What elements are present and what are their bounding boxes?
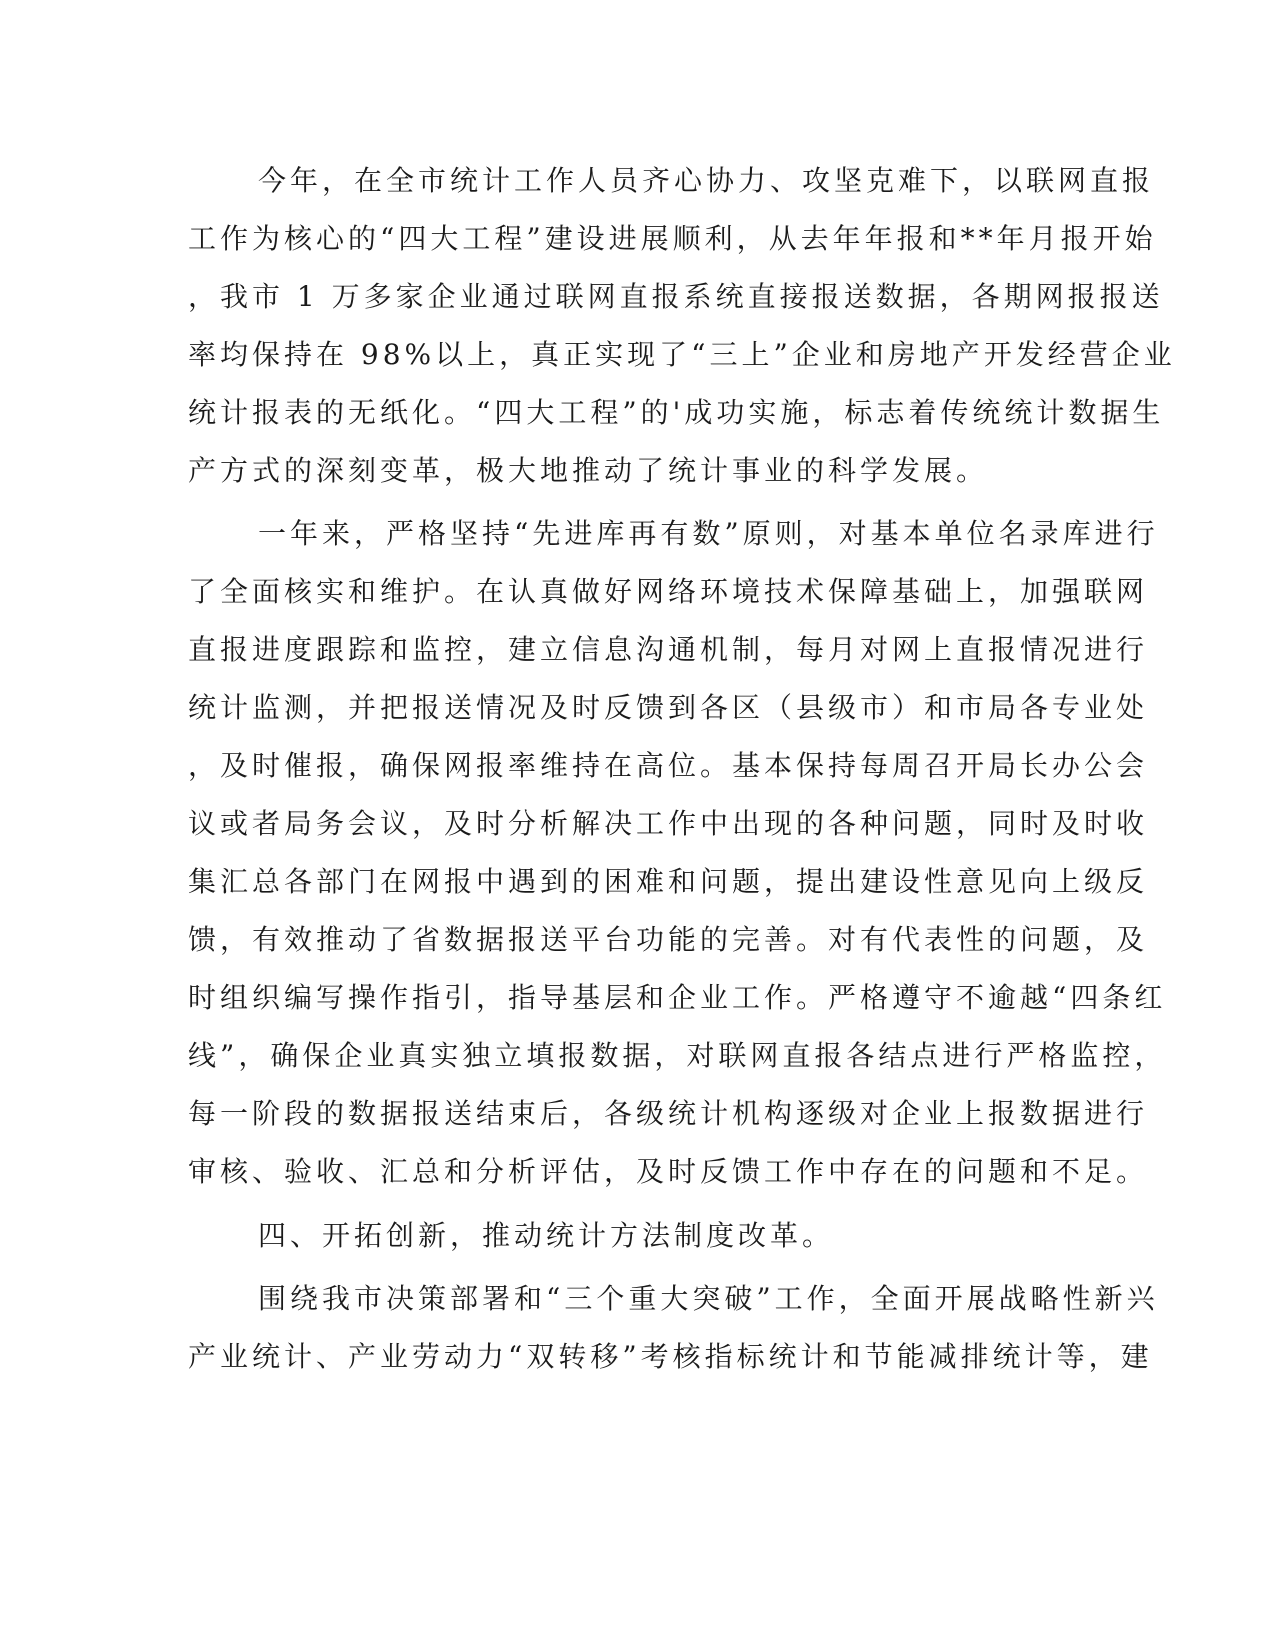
paragraph-line: 直报进度跟踪和监控，建立信息沟通机制，每月对网上直报情况进行 [188, 633, 1149, 666]
paragraph-line: 产方式的深刻变革，极大地推动了统计事业的科学发展。 [188, 454, 989, 487]
paragraph-line: 每一阶段的数据报送结束后，各级统计机构逐级对企业上报数据进行 [188, 1097, 1149, 1130]
paragraph-line: ，及时催报，确保网报率维持在高位。基本保持每周召开局长办公会 [188, 749, 1149, 782]
section-heading: 四、开拓创新，推动统计方法制度改革。 [258, 1219, 835, 1252]
paragraph-line: 审核、验收、汇总和分析评估，及时反馈工作中存在的问题和不足。 [188, 1155, 1149, 1188]
paragraph-line: 统计报表的无纸化。“四大工程”的'成功实施，标志着传统统计数据生 [188, 396, 1165, 429]
paragraph-line: 线”，确保企业真实独立填报数据，对联网直报各结点进行严格监控， [188, 1039, 1167, 1072]
paragraph-line: 率均保持在 98%以上，真正实现了“三上”企业和房地产开发经营企业 [188, 338, 1176, 371]
paragraph-line: 馈，有效推动了省数据报送平台功能的完善。对有代表性的问题，及 [188, 923, 1149, 956]
paragraph-line: 时组织编写操作指引，指导基层和企业工作。严格遵守不逾越“四条红 [188, 981, 1167, 1014]
paragraph-line: 统计监测，并把报送情况及时反馈到各区（县级市）和市局各专业处 [188, 691, 1149, 724]
paragraph-line: 议或者局务会议，及时分析解决工作中出现的各种问题，同时及时收 [188, 807, 1149, 840]
paragraph-line: 了全面核实和维护。在认真做好网络环境技术保障基础上，加强联网 [188, 575, 1149, 608]
paragraph-line: 集汇总各部门在网报中遇到的困难和问题，提出建设性意见向上级反 [188, 865, 1149, 898]
paragraph-line: 一年来，严格坚持“先进库再有数”原则，对基本单位名录库进行 [258, 517, 1159, 550]
paragraph-line: 围绕我市决策部署和“三个重大突破”工作，全面开展战略性新兴 [258, 1282, 1159, 1315]
paragraph-line: 今年，在全市统计工作人员齐心协力、攻坚克难下，以联网直报 [258, 164, 1155, 197]
paragraph-line: ，我市 1 万多家企业通过联网直报系统直接报送数据，各期网报报送 [188, 280, 1164, 313]
paragraph-line: 产业统计、产业劳动力“双转移”考核指标统计和节能减排统计等，建 [188, 1340, 1153, 1373]
paragraph-line: 工作为核心的“四大工程”建设进展顺利，从去年年报和**年月报开始 [188, 222, 1157, 255]
